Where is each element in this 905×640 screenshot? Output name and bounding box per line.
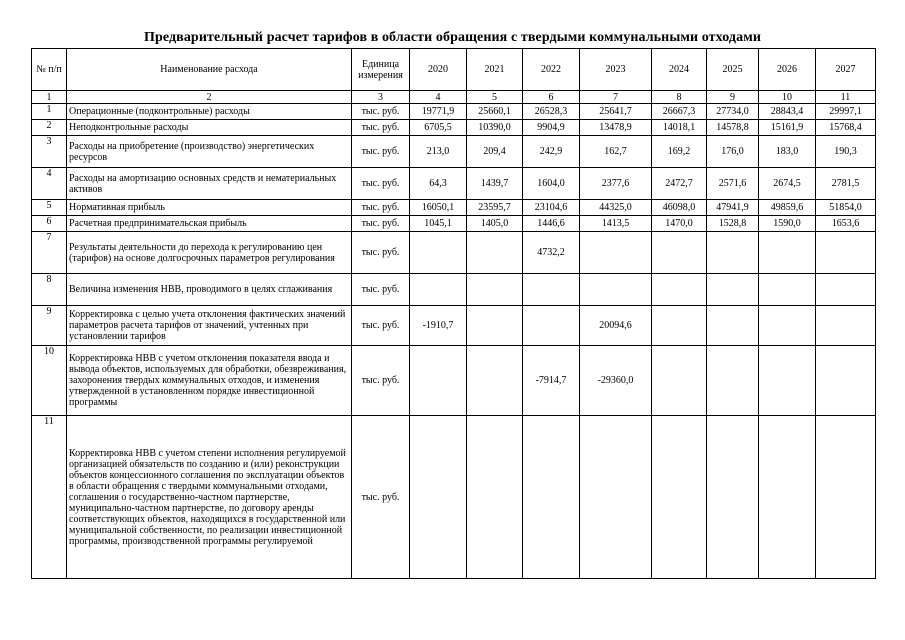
value-cell: 2472,7 [652,168,707,200]
value-cell: 4732,2 [523,232,580,274]
value-cell: 1470,0 [652,216,707,232]
table-row [32,120,876,136]
table-row [32,168,876,200]
value-cell: 15768,4 [816,120,876,136]
expense-name: Нормативная прибыль [67,200,352,216]
row-number: 9 [32,306,67,346]
header-row [32,49,876,91]
table-row [32,416,876,579]
index-cell: 4 [410,91,467,104]
index-cell: 11 [816,91,876,104]
row-number: 4 [32,168,67,200]
value-cell: 1439,7 [467,168,523,200]
value-cell: 51854,0 [816,200,876,216]
value-cell: 44325,0 [580,200,652,216]
expense-name: Результаты деятельности до перехода к регулированию цен (тарифов) на основе долгосрочных параметров регулирования [67,232,352,274]
value-cell [467,274,523,306]
value-cell [759,306,816,346]
value-cell [580,232,652,274]
row-number: 5 [32,200,67,216]
row-number: 8 [32,274,67,306]
table-row [32,200,876,216]
unit-cell: тыс. руб. [352,416,410,579]
value-cell: 49859,6 [759,200,816,216]
value-cell: 28843,4 [759,104,816,120]
value-cell: 190,3 [816,136,876,168]
value-cell [523,416,580,579]
value-cell [410,232,467,274]
index-row [32,91,876,104]
unit-cell: тыс. руб. [352,104,410,120]
unit-cell: тыс. руб. [352,346,410,416]
index-cell: 2 [67,91,352,104]
row-number: 6 [32,216,67,232]
value-cell [707,232,759,274]
value-cell: -1910,7 [410,306,467,346]
value-cell [759,416,816,579]
header-year: 2027 [816,49,876,91]
value-cell: 2377,6 [580,168,652,200]
header-unit: Единица измерения [352,49,410,91]
row-number: 10 [32,346,67,416]
table-row [32,306,876,346]
expense-name: Расчетная предпринимательская прибыль [67,216,352,232]
value-cell: 1604,0 [523,168,580,200]
table-row [32,346,876,416]
expense-name: Неподконтрольные расходы [67,120,352,136]
row-number: 1 [32,104,67,120]
unit-cell: тыс. руб. [352,168,410,200]
header-year: 2021 [467,49,523,91]
value-cell [410,416,467,579]
unit-cell: тыс. руб. [352,136,410,168]
index-cell: 8 [652,91,707,104]
table-row [32,274,876,306]
tariff-table [31,48,876,579]
value-cell: 26667,3 [652,104,707,120]
value-cell: 29997,1 [816,104,876,120]
value-cell: 16050,1 [410,200,467,216]
value-cell: 213,0 [410,136,467,168]
value-cell [467,232,523,274]
expense-name: Корректировка НВВ с учетом степени исполнения регулируемой организацией обязательств по созданию и (или) реконструкции объектов концессионного соглашения по эксплуатации объектов в области обращения с твердыми коммунальными отходами, соглашения о государственно-частном партнерстве, муниципально-частном партнерстве, по договору аренды соответствующих объектов, находящихся в государственной или муниципальной собственности, по реализации инвестиционной программы, производственной программы регулируемой [67,416,352,579]
table-row [32,216,876,232]
value-cell: 10390,0 [467,120,523,136]
value-cell [759,232,816,274]
index-cell: 1 [32,91,67,104]
value-cell: 47941,9 [707,200,759,216]
table-row [32,232,876,274]
value-cell: 25660,1 [467,104,523,120]
value-cell: 242,9 [523,136,580,168]
header-num: № п/п [32,49,67,91]
expense-name: Величина изменения НВВ, проводимого в целях сглаживания [67,274,352,306]
value-cell [467,416,523,579]
value-cell: 14578,8 [707,120,759,136]
index-cell: 5 [467,91,523,104]
value-cell: -7914,7 [523,346,580,416]
value-cell [816,306,876,346]
value-cell: 25641,7 [580,104,652,120]
value-cell: 27734,0 [707,104,759,120]
value-cell: 183,0 [759,136,816,168]
index-cell: 6 [523,91,580,104]
value-cell: 176,0 [707,136,759,168]
value-cell [759,274,816,306]
value-cell [580,274,652,306]
value-cell [652,346,707,416]
value-cell [707,416,759,579]
header-year: 2020 [410,49,467,91]
value-cell: 1528,8 [707,216,759,232]
value-cell: 15161,9 [759,120,816,136]
unit-cell: тыс. руб. [352,216,410,232]
unit-cell: тыс. руб. [352,200,410,216]
header-year: 2023 [580,49,652,91]
value-cell [707,306,759,346]
header-name: Наименование расхода [67,49,352,91]
value-cell: 14018,1 [652,120,707,136]
value-cell: 1590,0 [759,216,816,232]
value-cell: 2674,5 [759,168,816,200]
value-cell [816,346,876,416]
unit-cell: тыс. руб. [352,120,410,136]
row-number: 3 [32,136,67,168]
value-cell: 1446,6 [523,216,580,232]
value-cell [816,232,876,274]
row-number: 11 [32,416,67,579]
value-cell: 46098,0 [652,200,707,216]
value-cell [652,274,707,306]
index-cell: 3 [352,91,410,104]
value-cell: 1045,1 [410,216,467,232]
value-cell: 19771,9 [410,104,467,120]
value-cell: 20094,6 [580,306,652,346]
value-cell: 2571,6 [707,168,759,200]
header-year: 2022 [523,49,580,91]
table-row [32,136,876,168]
expense-name: Расходы на амортизацию основных средств и нематериальных активов [67,168,352,200]
unit-cell: тыс. руб. [352,232,410,274]
value-cell: 6705,5 [410,120,467,136]
expense-name: Корректировка НВВ с учетом отклонения показателя ввода и вывода объектов, используемых для обработки, обезвреживания, захоронения твердых коммунальных отходов, и изменения утвержденной в установленном порядке инвестиционной программы [67,346,352,416]
value-cell: 26528,3 [523,104,580,120]
value-cell [816,274,876,306]
value-cell: 23595,7 [467,200,523,216]
value-cell [523,306,580,346]
table-row [32,104,876,120]
expense-name: Операционные (подконтрольные) расходы [67,104,352,120]
value-cell [467,306,523,346]
header-year: 2025 [707,49,759,91]
value-cell [707,274,759,306]
index-cell: 10 [759,91,816,104]
value-cell: 23104,6 [523,200,580,216]
index-cell: 7 [580,91,652,104]
value-cell [467,346,523,416]
value-cell [410,346,467,416]
value-cell [816,416,876,579]
value-cell [707,346,759,416]
value-cell: 1653,6 [816,216,876,232]
unit-cell: тыс. руб. [352,306,410,346]
value-cell [652,416,707,579]
value-cell: 169,2 [652,136,707,168]
expense-name: Корректировка с целью учета отклонения фактических значений параметров расчета тарифов от значений, учтенных при установлении тарифов [67,306,352,346]
value-cell: -29360,0 [580,346,652,416]
value-cell: 2781,5 [816,168,876,200]
expense-name: Расходы на приобретение (производство) энергетических ресурсов [67,136,352,168]
value-cell: 1405,0 [467,216,523,232]
value-cell [410,274,467,306]
row-number: 7 [32,232,67,274]
value-cell: 9904,9 [523,120,580,136]
value-cell: 162,7 [580,136,652,168]
index-cell: 9 [707,91,759,104]
value-cell [652,306,707,346]
page-title: Предварительный расчет тарифов в области обращения с твердыми коммунальными отходами [143,30,762,45]
row-number: 2 [32,120,67,136]
unit-cell: тыс. руб. [352,274,410,306]
value-cell: 209,4 [467,136,523,168]
value-cell: 13478,9 [580,120,652,136]
value-cell [652,232,707,274]
header-year: 2026 [759,49,816,91]
value-cell [759,346,816,416]
value-cell: 1413,5 [580,216,652,232]
value-cell: 64,3 [410,168,467,200]
value-cell [523,274,580,306]
value-cell [580,416,652,579]
header-year: 2024 [652,49,707,91]
